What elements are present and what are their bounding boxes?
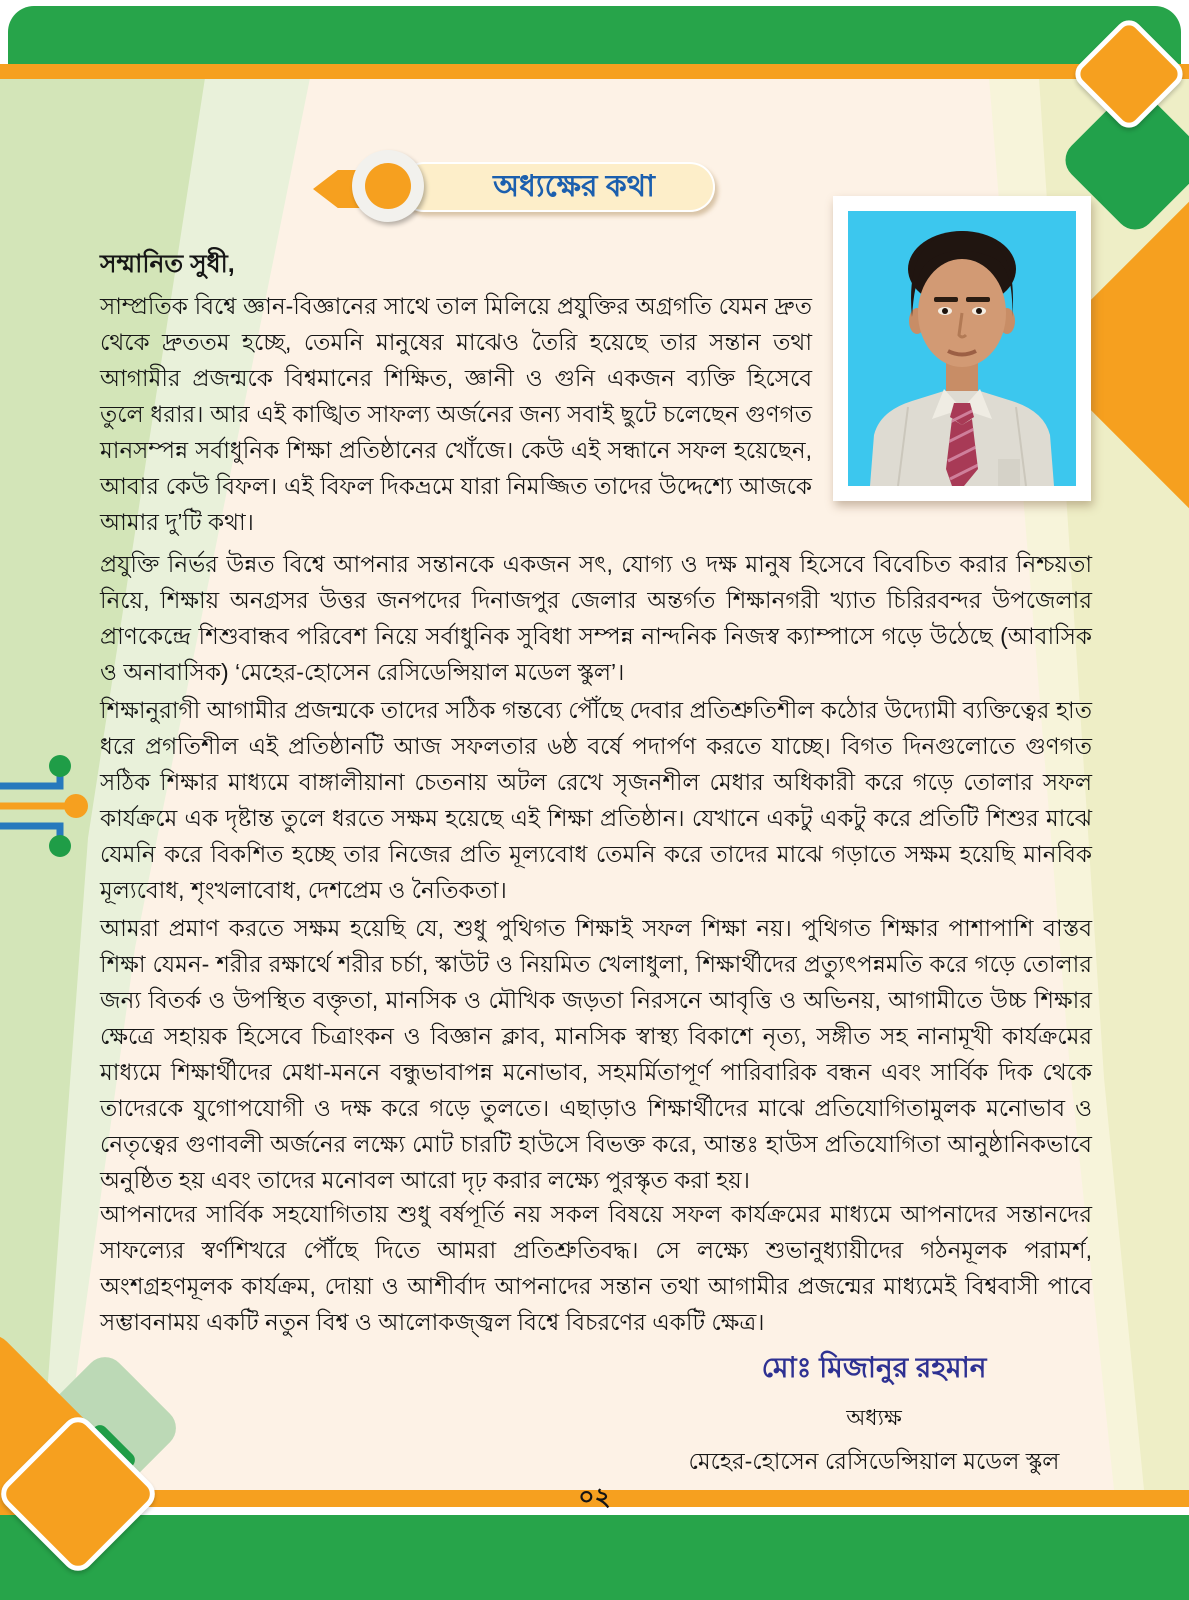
paragraph-5: আপনাদের সার্বিক সহযোগিতায় শুধু বর্ষপূর্তি নয় সকল বিষয়ে সফল কার্যক্রমের মাধ্যমে আপনাদের সন্তানদের সাফল্যের স্বর্ণশিখরে পৌঁছে দিতে আমরা প্রতিশ্রুতিবদ্ধ। সে লক্ষ্যে শুভানুধ্যায়ীদের গঠনমূলক পরামর্শ, অংশগ্রহণমূলক কার্যক্রম, দোয়া ও আশীর্বাদ আপনাদের সন্তান তথা আগামীর প্রজন্মের মাধ্যমেই বিশ্ববাসী পাবে সম্ভাবনাময় একটি নতুন বিশ্ব ও আলোকজ্জ্বল বিশ্বে বিচরণের একটি ক্ষেত্র।: [100, 1201, 1092, 1335]
paragraph-2: প্রযুক্তি নির্ভর উন্নত বিশ্বে আপনার সন্তানকে একজন সৎ, যোগ্য ও দক্ষ মানুষ হিসেবে বিবেচিত করার নিশ্চয়তা নিয়ে, শিক্ষায় অনগ্রসর উত্তর জনপদের দিনাজপুর জেলার অন্তর্গত শিক্ষানগরী খ্যাত চিরিরবন্দর উপজেলার প্রাণকেন্দ্রে শিশুবান্ধব পরিবেশ নিয়ে সর্বাধুনিক সুবিধা সম্পন্ন নান্দনিক নিজস্ব ক্যাম্পাসে গড়ে উঠেছে (আবাসিক ও অনাবাসিক) ‘মেহের-হোসেন রেসিডেন্সিয়াল মডেল স্কুল’।: [100, 551, 1092, 685]
signature-organization: মেহের-হোসেন রেসিডেন্সিয়াল মডেল স্কুল: [688, 1448, 1060, 1474]
portrait-illustration: [848, 211, 1076, 486]
page-title: অধ্যক্ষের কথা: [493, 169, 655, 203]
bottom-green-band: [0, 1515, 1189, 1600]
top-green-band: [8, 6, 1181, 64]
signature-name: মোঃ মিজানুর রহমান: [761, 1352, 987, 1383]
page-number: ০২: [578, 1483, 611, 1511]
banner-ring-icon: [352, 150, 424, 222]
top-orange-stripe: [0, 64, 1189, 79]
signature-block: [648, 1346, 1100, 1482]
signature-designation: অধ্যক্ষ: [846, 1405, 902, 1430]
principal-photo: [833, 196, 1091, 501]
paragraph-4: আমরা প্রমাণ করতে সক্ষম হয়েছি যে, শুধু পুথিগত শিক্ষাই সফল শিক্ষা নয়। পুথিগত শিক্ষার পাশাপাশি বাস্তব শিক্ষা যেমন- শরীর রক্ষার্থে শরীর চর্চা, স্কাউট ও নিয়মিত খেলাধুলা, শিক্ষার্থীদের প্রত্যুৎপন্নমতি করে গড়ে তোলার জন্য বিতর্ক ও উপস্থিত বক্তৃতা, মানসিক ও মৌখিক জড়তা নিরসনে আবৃত্তি ও অভিনয়, আগামীতে উচ্চ শিক্ষার ক্ষেত্রে সহায়ক হিসেবে চিত্রাংকন ও বিজ্ঞান ক্লাব, মানসিক স্বাস্থ্য বিকাশে নৃত্য, সঙ্গীত সহ নানামূখী কার্যক্রমের মাধ্যমে শিক্ষার্থীদের মেধা-মননে বন্ধুভাবাপন্ন মনোভাব, সহমর্মিতাপূর্ণ পারিবারিক বন্ধন এবং সার্বিক দিক থেকে তাদেরকে যুগোপযোগী ও দক্ষ করে গড়ে তুলতে। এছাড়াও শিক্ষার্থীদের মাঝে প্রতিযোগিতামুলক মনোভাব ও নেতৃত্বের গুণাবলী অর্জনের লক্ষ্যে মোট চারটি হাউসে বিভক্ত করে, আন্তঃ হাউস প্রতিযোগিতা আনুষ্ঠানিকভাবে অনুষ্ঠিত হয় এবং তাদের মনোবল আরো দৃঢ় করার লক্ষ্যে পুরস্কৃত করা হয়।: [100, 915, 1092, 1193]
banner-ring-dot-icon: [365, 163, 411, 209]
paragraph-3: শিক্ষানুরাগী আগামীর প্রজন্মকে তাদের সঠিক গন্তব্যে পৌঁছে দেবার প্রতিশ্রুতিশীল কঠোর উদ্যোমী ব্যক্তিত্বের হাত ধরে প্রগতিশীল এই প্রতিষ্ঠানটি আজ সফলতার ৬ষ্ঠ বর্ষে পদার্পণ করতে যাচ্ছে। বিগত দিনগুলোতে গুণগত সঠিক শিক্ষার মাধ্যমে বাঙ্গালীয়ানা চেতনায় অটল রেখে সৃজনশীল মেধার অধিকারী করে গড়ে তোলার সফল কার্যক্রমে এক দৃষ্টান্ত তুলে ধরতে সক্ষম হয়েছে এই শিক্ষা প্রতিষ্ঠান। যেখানে একটু একটু করে প্রতিটি শিশুর মাঝে যেমনি করে বিকশিত হচ্ছে তার নিজের প্রতি মূল্যবোধ তেমনি করে তাদের মাঝে গড়াতে সক্ষম হয়েছি মানবিক মূল্যবোধ, শৃংখলাবোধ, দেশপ্রেম ও নৈতিকতা।: [100, 697, 1092, 903]
salutation: সম্মানিত সুধী,: [100, 250, 235, 278]
title-pill: [399, 162, 715, 212]
title-banner: [303, 148, 733, 228]
paragraph-1: সাম্প্রতিক বিশ্বে জ্ঞান-বিজ্ঞানের সাথে তাল মিলিয়ে প্রযুক্তির অগ্রগতি যেমন দ্রুত থেকে দ্রুততম হচ্ছে, তেমনি মানুষের মাঝেও তৈরি হয়েছে তার সন্তান তথা আগামীর প্রজন্মকে বিশ্বমানের শিক্ষিত, জ্ঞানী ও গুনি একজন ব্যক্তি হিসেবে তুলে ধরার। আর এই কাঙ্খিত সাফল্য অর্জনের জন্য সবাই ছুটে চলেছেন গুণগত মানসম্পন্ন সর্বাধুনিক শিক্ষা প্রতিষ্ঠানের খোঁজে। কেউ এই সন্ধানে সফল হয়েছেন, আবার কেউ বিফল। এই বিফল দিকভ্রমে যারা নিমজ্জিত তাদের উদ্দেশ্যে আজকে আমার দু’টি কথা।: [100, 293, 812, 535]
circuit-decoration-icon: [0, 742, 100, 862]
